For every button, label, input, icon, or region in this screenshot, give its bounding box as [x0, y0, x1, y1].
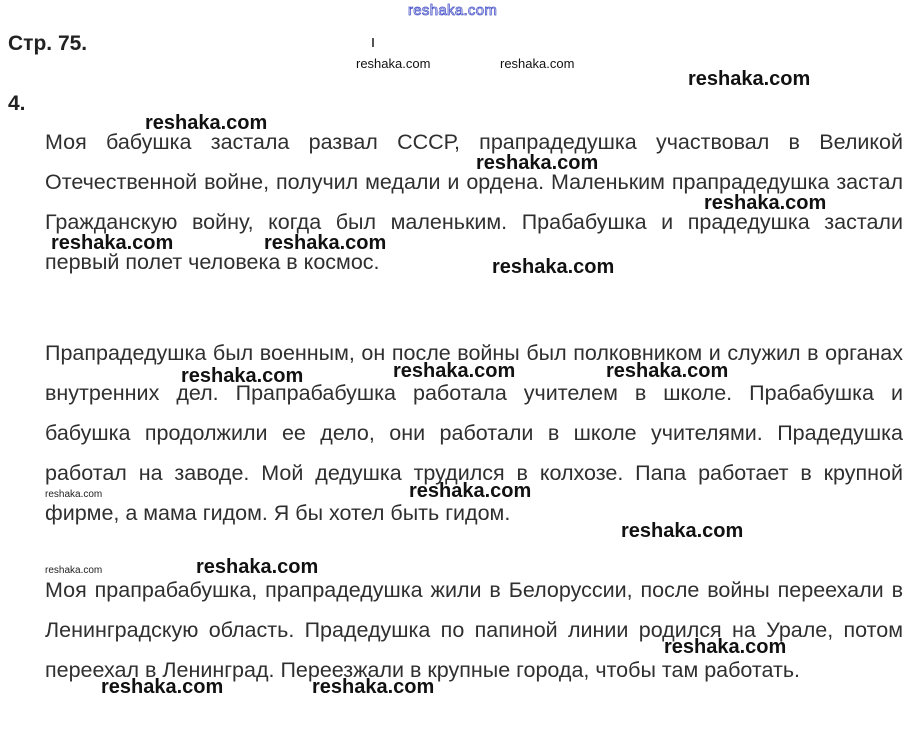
watermark: reshaka.com	[408, 2, 498, 19]
watermark: reshaka.com	[476, 152, 599, 174]
task-number: 4.	[8, 92, 26, 115]
paragraph-3: Моя прапрабабушка, прапрадедушка жили в Белоруссии, после войны переехали в Ленинградскую область. Прадедушка по папиной линии родился на Урале, потом переехал в Ленинград. Переезжали в крупные города, чтобы там работать.	[45, 578, 903, 682]
watermark: reshaka.com	[500, 56, 575, 71]
speck-mark	[372, 38, 374, 47]
watermark: reshaka.com	[264, 232, 387, 254]
watermark: reshaka.com	[181, 365, 304, 387]
watermark: reshaka.com	[312, 676, 435, 698]
page-number: Стр. 75.	[8, 32, 88, 55]
watermark: reshaka.com	[145, 112, 268, 134]
watermark: reshaka.com	[45, 565, 103, 576]
watermark: reshaka.com	[664, 636, 787, 658]
watermark: reshaka.com	[409, 480, 532, 502]
watermark: reshaka.com	[45, 489, 103, 500]
watermark: reshaka.com	[196, 556, 319, 578]
paragraph-1: Моя бабушка застала развал СССР, прапрадедушка участвовал в Великой Отечественной войне, получил медали и ордена. Маленьким прапрадедушка застал Гражданскую войну, когда был маленьким. Прабабушка и прадедушка застали первый полет человека в космос.	[45, 130, 903, 274]
watermark: reshaka.com	[393, 360, 516, 382]
watermark: reshaka.com	[688, 68, 811, 90]
watermark: reshaka.com	[101, 676, 224, 698]
watermark: reshaka.com	[356, 56, 431, 71]
watermark: reshaka.com	[492, 256, 615, 278]
watermark: reshaka.com	[704, 192, 827, 214]
watermark: reshaka.com	[51, 232, 174, 254]
paragraph-2: Прапрадедушка был военным, он после войны был полковником и служил в органах внутренних дел. Прапрабабушка работала учителем в школе. Прабабушка и бабушка продолжили ее дело, они работали в школе учителями. Прадедушка работал на заводе. Мой дедушка трудился в колхозе. Папа работает в крупной фирме, а мама гидом. Я бы хотел быть гидом.	[45, 341, 903, 525]
watermark: reshaka.com	[621, 520, 744, 542]
watermark: reshaka.com	[606, 360, 729, 382]
